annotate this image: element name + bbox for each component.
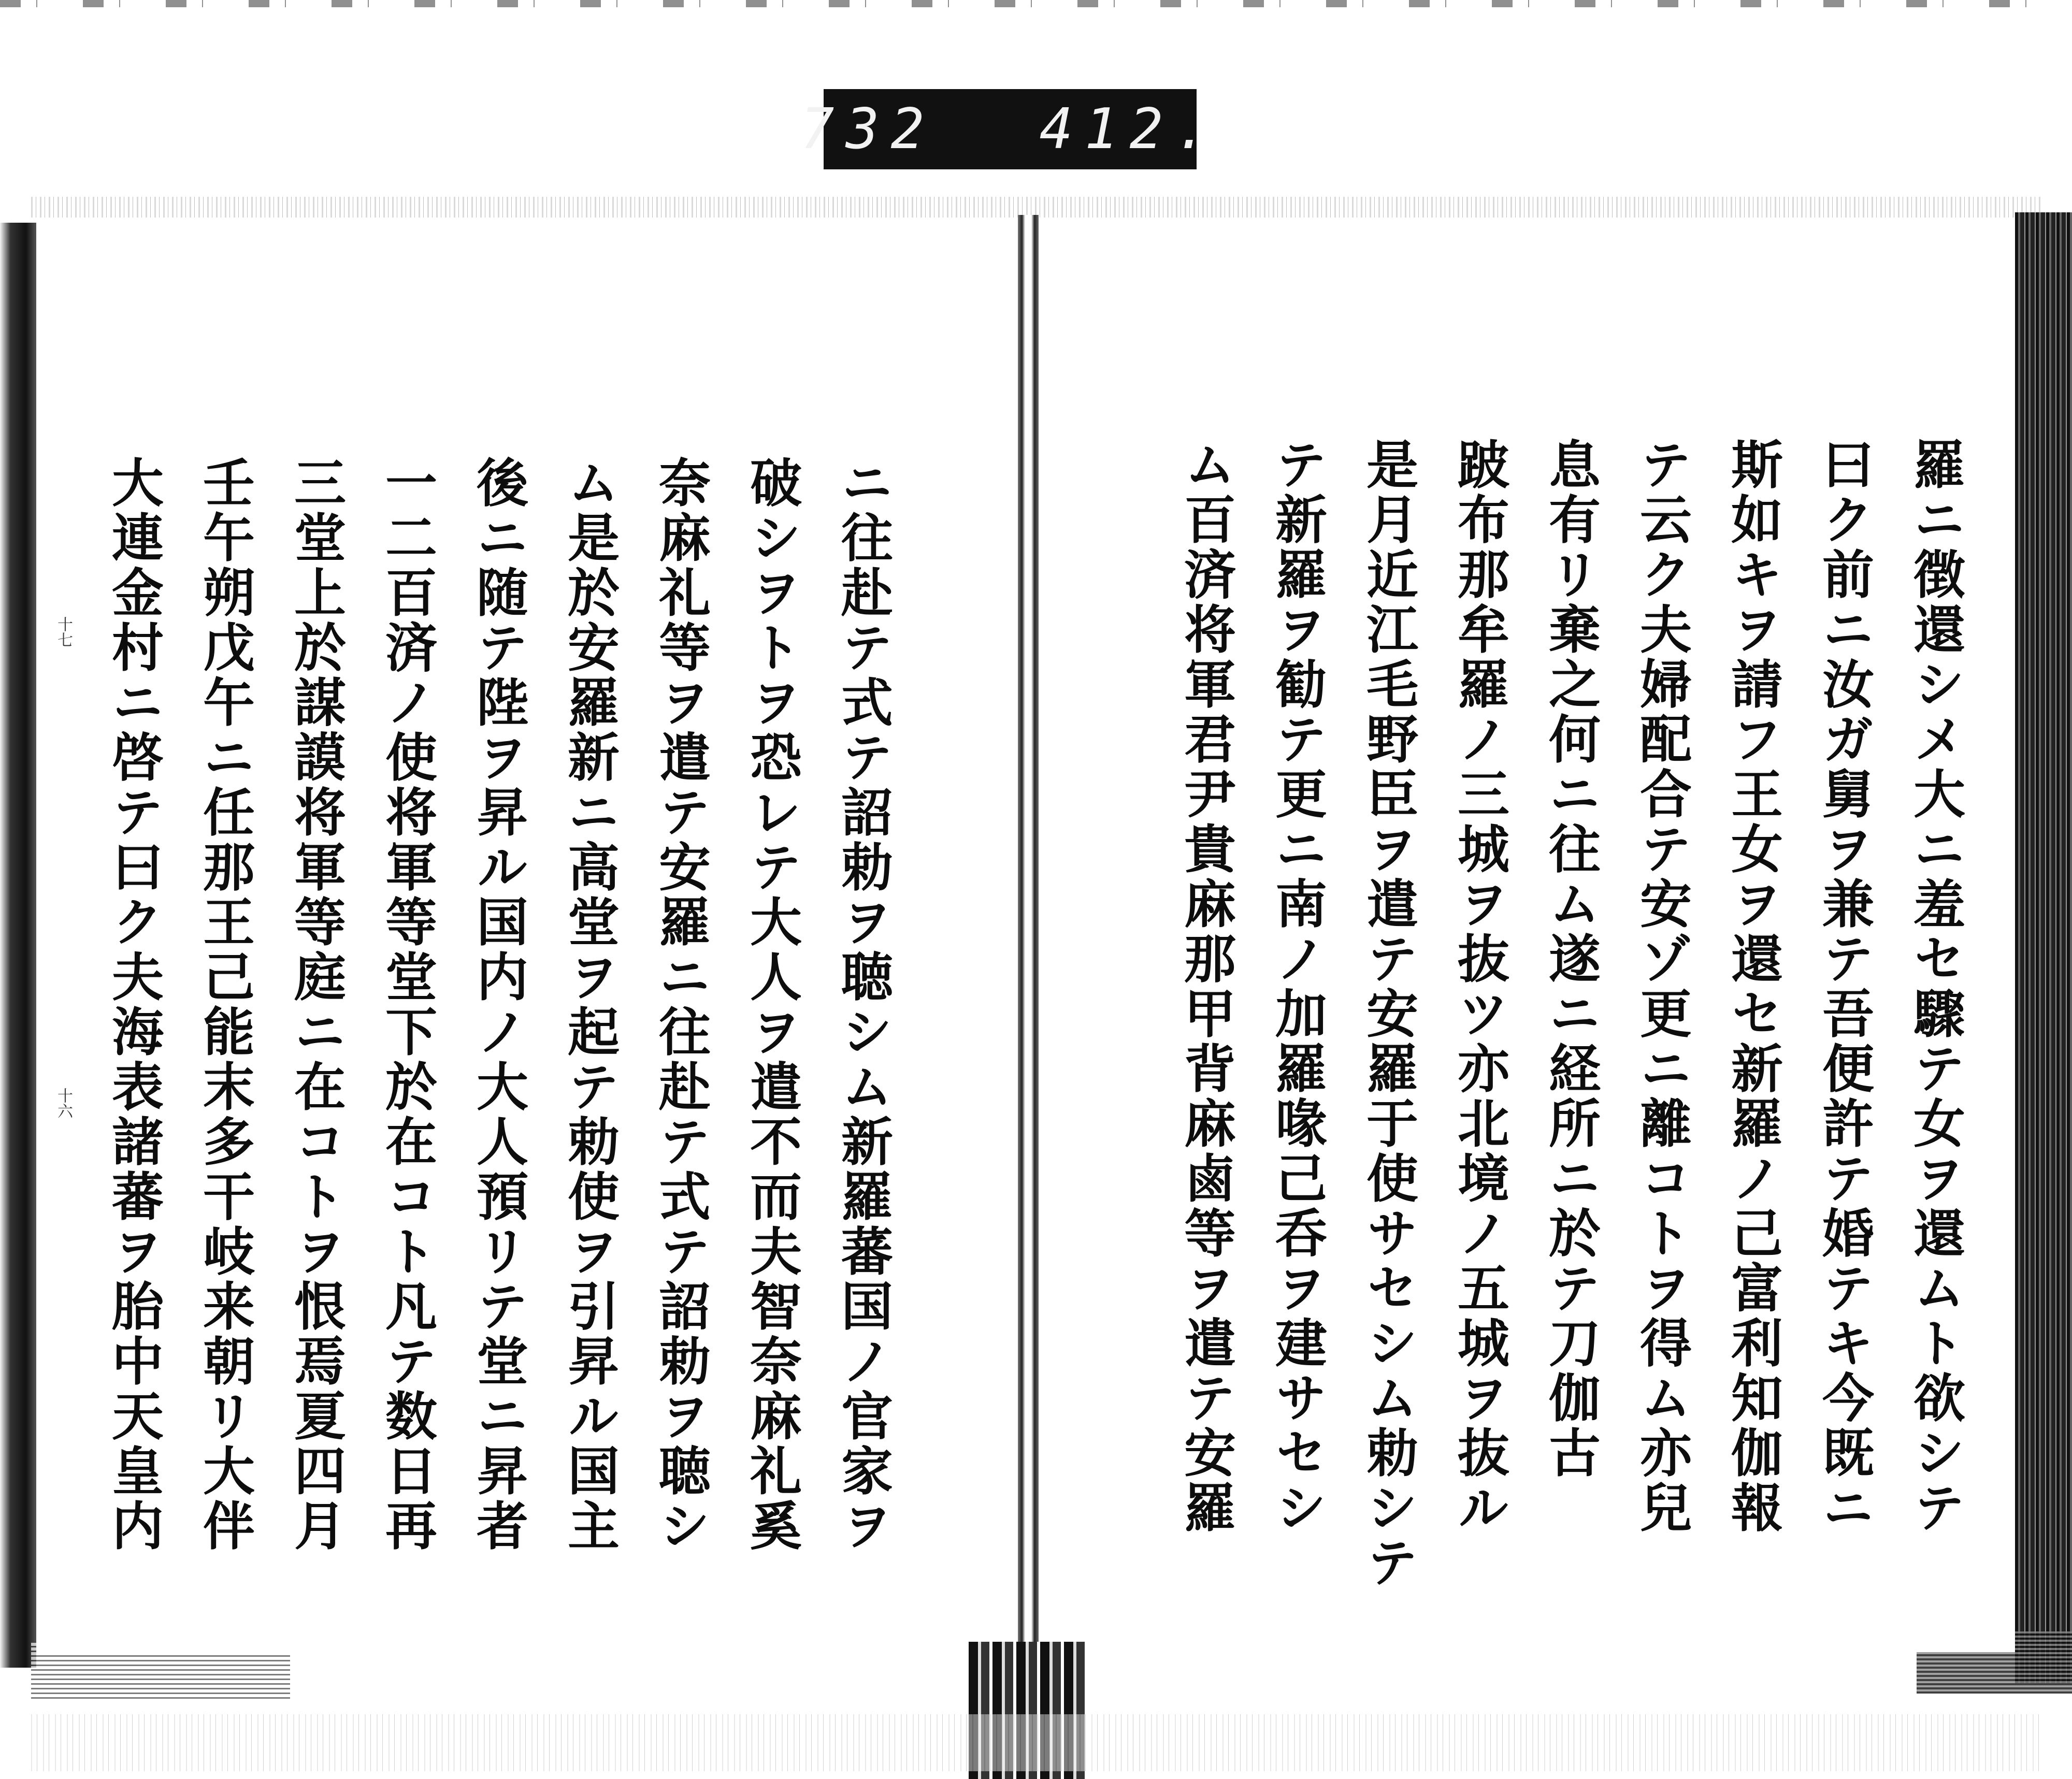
text-column: 奈麻礼等ヲ遣テ安羅ニ往赴テ式テ詔勅ヲ聴シ xyxy=(650,456,711,1554)
text-column: ニ往赴テ式テ詔勅ヲ聴シム新羅蕃国ノ官家ヲ xyxy=(832,456,894,1554)
text-column: 息有リ棄之何ニ往ム遂ニ経所ニ於テ刀伽古 xyxy=(1540,438,1601,1481)
scan-top-edge xyxy=(0,0,2072,7)
text-column: 曰ク前ニ汝ガ舅ヲ兼テ吾便許テ婚テキ今既ニ xyxy=(1814,438,1875,1536)
text-column: 大連金村ニ啓テ曰ク夫海表諸蕃ヲ胎中天皇内 xyxy=(103,456,164,1554)
text-column: 壬午朔戊午ニ任那王己能末多干岐来朝リ大伴 xyxy=(194,456,255,1554)
book-gutter xyxy=(1018,215,1039,1745)
text-column: 後ニ随テ陛ヲ昇ル国内ノ大人預リテ堂ニ昇者 xyxy=(468,456,529,1554)
text-column: テ云ク夫婦配合テ安ゾ更ニ離コトヲ得ム亦兒 xyxy=(1631,438,1692,1536)
text-column: 跛布那牟羅ノ三城ヲ抜ツ亦北境ノ五城ヲ抜ル xyxy=(1449,438,1510,1536)
catalog-label-left: 732 xyxy=(800,97,936,162)
scan-noise-bottom xyxy=(31,1714,2041,1771)
catalog-label xyxy=(800,89,1220,169)
right-page-text xyxy=(1160,438,1981,1590)
book-edge-right xyxy=(2015,212,2072,1683)
text-column: ム是於安羅新ニ高堂ヲ起テ勅使ヲ引昇ル国主 xyxy=(559,456,620,1554)
left-page-text xyxy=(88,456,909,1554)
text-column: 破シヲトヲ恐レテ大人ヲ遣不而夫智奈麻礼奚 xyxy=(741,456,802,1554)
book-edge-left xyxy=(0,223,36,1668)
text-column: 是月近江毛野臣ヲ遣テ安羅于使サセシム勅シテ xyxy=(1358,438,1419,1590)
text-column: ム百済将軍君尹貴麻那甲背麻鹵等ヲ遣テ安羅 xyxy=(1175,438,1236,1536)
folio-lower: 十六 xyxy=(54,1088,73,1119)
text-column: 羅ニ徴還シメ大ニ羞セ驟テ女ヲ還ムト欲シテ xyxy=(1905,438,1966,1536)
text-column: 三堂上於謀謨将軍等庭ニ在コトヲ恨焉夏四月 xyxy=(285,456,347,1554)
catalog-label-right: 412. xyxy=(1039,97,1220,162)
text-column: 斯如キヲ請フ王女ヲ還セ新羅ノ己富利知伽報 xyxy=(1722,438,1783,1536)
scan-noise-top xyxy=(31,197,2041,218)
folio-upper: 十七 xyxy=(54,616,73,647)
text-column: テ新羅ヲ勧テ更ニ南ノ加羅喙己呑ヲ建サセシ xyxy=(1267,438,1328,1536)
text-column: 一二百済ノ使将軍等堂下於在コト凡テ数日再 xyxy=(377,456,438,1554)
